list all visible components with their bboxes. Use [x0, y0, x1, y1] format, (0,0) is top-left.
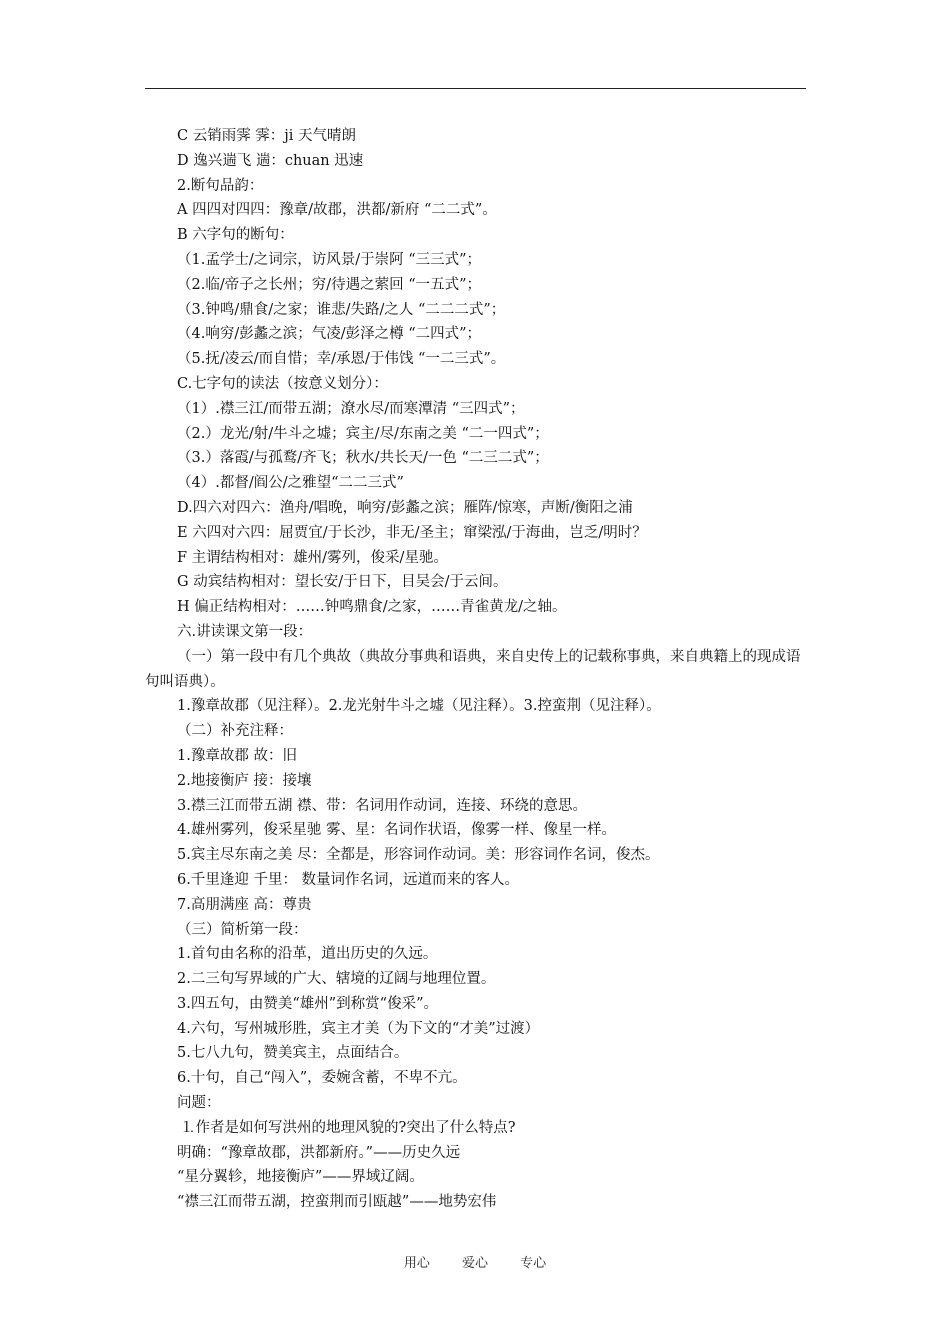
text-line: 1.豫章故郡（见注释）。2.龙光射牛斗之墟（见注释）。3.控蛮荆（见注释）。 [177, 698, 661, 715]
text-line: 3.襟三江而带五湖 襟、带：名词用作动词，连接、环绕的意思。 [177, 797, 587, 814]
text-line: （4）.都督/阎公/之雅望“二二三式” [177, 475, 404, 492]
text-line: 5.七八九句，赞美宾主，点面结合。 [177, 1045, 409, 1062]
text-line: （4.响穷/彭蠡之滨；气凌/彭泽之樽 “二四式”； [177, 326, 482, 343]
page-footer [0, 1252, 950, 1271]
text-line: H 偏正结构相对：……钟鸣鼎食/之家，……青雀黄龙/之轴。 [177, 599, 567, 616]
text-line: 明确：“豫章故郡，洪都新府。”——历史久远 [177, 1144, 461, 1161]
text-line: 1.豫章故郡 故：旧 [177, 747, 297, 764]
text-line: “襟三江而带五湖，控蛮荆而引瓯越”——地势宏伟 [177, 1194, 497, 1211]
text-line: （一）第一段中有几个典故（典故分事典和语典，来自史传上的记载称事典，来自典籍上的现成语句叫语典）。 [145, 648, 801, 690]
text-line: C.七字句的读法（按意义划分）： [177, 375, 388, 392]
text-line: ⒈作者是如何写洪州的地理风貌的?突出了什么特点? [181, 1119, 516, 1136]
text-line: 7.高朋满座 高：尊贵 [177, 896, 312, 913]
text-line: B 六字句的断句： [177, 227, 294, 244]
text-line: 5.宾主尽东南之美 尽：全都是，形容词作动词。美：形容词作名词，俊杰。 [177, 847, 660, 864]
text-line: 6.十句，自己“闯入”，委婉含蓄，不卑不亢。 [177, 1070, 467, 1087]
text-line: （5.抚/凌云/而自惜；幸/承恩/于伟饯 “一二三式”。 [177, 351, 506, 368]
footer-item-1: 用心 [403, 1256, 430, 1271]
text-line: E 六四对六四：屈贾宜/于长沙，非无/圣主；窜梁泓/于海曲，岂乏/明时？ [177, 524, 647, 541]
text-line: D.四六对四六：渔舟/唱晚，响穷/彭蠡之滨；雁阵/惊寒，声断/衡阳之浦 [177, 499, 633, 516]
text-line: 4.六句，写州城形胜，宾主才美（为下文的“才美”过渡） [177, 1020, 540, 1037]
header-rule [145, 88, 806, 89]
text-line: 3.四五句，由赞美“雄州”到称赏“俊采”。 [177, 995, 438, 1012]
text-line: 六.讲读课文第一段： [177, 623, 313, 640]
footer-item-3: 专心 [520, 1256, 547, 1271]
text-line: 2.二三句写界域的广大、辖境的辽阔与地理位置。 [177, 971, 496, 988]
text-line: C 云销雨霁 霁：ji 天气晴朗 [177, 128, 357, 144]
text-line: A 四四对四四：豫章/故郡，洪都/新府 “二二式”。 [177, 202, 497, 219]
text-line: （2.）龙光/射/牛斗之墟；宾主/尽/东南之美 “二一四式”； [177, 425, 549, 442]
document-body [145, 124, 810, 1215]
text-line: （三）简析第一段： [177, 921, 308, 938]
text-line: （2.临/帝子之长州；穷/待遇之萦回 “一五式”； [177, 276, 482, 293]
text-line: G 动宾结构相对：望长安/于日下，目吴会/于云间。 [177, 574, 508, 591]
text-line: 2.地接衡庐 接：接壤 [177, 772, 312, 789]
text-line: D 逸兴遄飞 遄：chuan 迅速 [177, 152, 364, 169]
text-line: （1.孟学士/之词宗，访风景/于崇阿 “三三式”； [177, 251, 482, 268]
text-line: （3.）落霞/与孤鹜/齐飞；秋水/共长天/一色 “二三二式”； [177, 450, 549, 467]
text-line: 问题： [177, 1095, 221, 1112]
text-line: 2.断句品韵： [177, 177, 264, 194]
text-line: 4.雄州雾列，俊采星驰 雾、星：名词作状语，像雾一样、像星一样。 [177, 822, 616, 839]
footer-item-2: 爱心 [461, 1256, 488, 1271]
text-line: （1）.襟三江/而带五湖；潦水尽/而寒潭清 “三四式”； [177, 400, 525, 417]
text-line: 6.千里逢迎 千里： 数量词作名词，远道而来的客人。 [177, 871, 520, 888]
text-line: （二）补充注释： [177, 723, 293, 740]
text-line: F 主谓结构相对：雄州/雾列，俊采/星驰。 [177, 549, 448, 566]
text-line: （3.钟鸣/鼎食/之家；谁悲/失路/之人 “二二二式”； [177, 301, 506, 318]
text-line: “星分翼轸，地接衡庐”——界域辽阔。 [177, 1169, 424, 1186]
text-line: 1.首句由名称的沿革，道出历史的久远。 [177, 946, 438, 963]
